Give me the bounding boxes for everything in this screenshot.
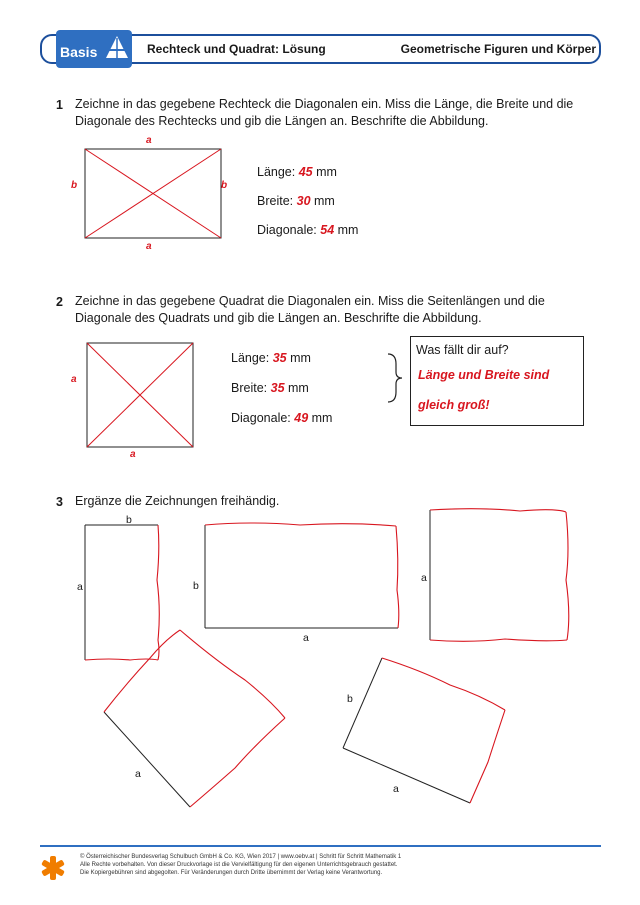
task-2-number: 2 bbox=[56, 295, 63, 309]
task-1-number: 1 bbox=[56, 98, 63, 112]
task-3-drawings bbox=[0, 500, 640, 820]
task-2-width: Breite: 35 mm bbox=[231, 381, 309, 395]
triangle-logo-icon bbox=[104, 34, 130, 62]
fig-1-rectangle bbox=[85, 525, 159, 660]
fig-1-label-b: b bbox=[126, 514, 132, 526]
task-1-label-bottom: a bbox=[146, 241, 152, 252]
copyright-notice: © Österreichischer Bundesverlag Schulbuch GmbH & Co. KG, Wien 2017 | www.oebv.at | Schritt für Schritt Mathematik 1 Alle Rechte vorbehalten. Von dieser Druckvorlage ist die Vervielfältigung für den eigenen Unterrichtsgebrauch gestattet. Die Kopiergebühren sind abgegolten. Für Veränderungen durch Dritte übernimmt der Verlag keine Verantwortung. bbox=[80, 854, 402, 876]
task-2-text: Zeichne in das gegebene Quadrat die Diagonalen ein. Miss die Seitenlängen und die Diagonale des Quadrats und gib die Längen an. Beschrifte die Abbildung. bbox=[75, 294, 545, 325]
fig-2-label-b: b bbox=[193, 580, 199, 592]
task-1-rectangle bbox=[84, 148, 224, 240]
fig-3-rectangle bbox=[430, 509, 569, 642]
task-2-label-bottom: a bbox=[130, 449, 136, 460]
task-1-label-top: a bbox=[146, 135, 152, 146]
fig-3-label-a: a bbox=[421, 572, 427, 584]
task-3-text: Ergänze die Zeichnungen freihändig. bbox=[75, 494, 280, 508]
observation-answer-line-2: gleich groß! bbox=[418, 398, 490, 412]
task-1-diagonal: Diagonale: 54 mm bbox=[257, 223, 359, 237]
task-2-square bbox=[86, 342, 196, 450]
fig-1-label-a: a bbox=[77, 581, 83, 593]
footer-divider bbox=[40, 845, 601, 847]
fig-5-rotated-rectangle bbox=[343, 658, 505, 803]
task-1-label-right: b bbox=[221, 180, 228, 191]
publisher-logo-icon bbox=[40, 855, 66, 881]
fig-5-label-a: a bbox=[393, 783, 399, 795]
level-badge-label: Basis bbox=[60, 44, 98, 60]
fig-5-label-b: b bbox=[347, 693, 353, 705]
worksheet-title: Rechteck und Quadrat: Lösung bbox=[147, 42, 326, 56]
fig-4-rotated-square bbox=[104, 630, 285, 807]
task-1-text: Zeichne in das gegebene Rechteck die Diagonalen ein. Miss die Länge, die Breite und die Diagonale des Rechtecks und gib die Längen an. Beschrifte die Abbildung. bbox=[75, 97, 574, 128]
task-1-length: Länge: 45 mm bbox=[257, 165, 337, 179]
task-2-label-left: a bbox=[71, 374, 77, 385]
observation-question: Was fällt dir auf? bbox=[416, 343, 509, 357]
fig-2-rectangle bbox=[205, 523, 399, 628]
fig-4-label-a: a bbox=[135, 768, 141, 780]
task-1-width: Breite: 30 mm bbox=[257, 194, 335, 208]
task-2-diagonal: Diagonale: 49 mm bbox=[231, 411, 333, 425]
curly-brace-icon bbox=[384, 352, 406, 404]
task-3-number: 3 bbox=[56, 495, 63, 509]
chapter-title: Geometrische Figuren und Körper bbox=[400, 42, 596, 56]
observation-answer-line-1: Länge und Breite sind bbox=[418, 368, 550, 382]
task-2-length: Länge: 35 mm bbox=[231, 351, 311, 365]
task-1-label-left: b bbox=[71, 180, 78, 191]
fig-2-label-a: a bbox=[303, 632, 309, 644]
